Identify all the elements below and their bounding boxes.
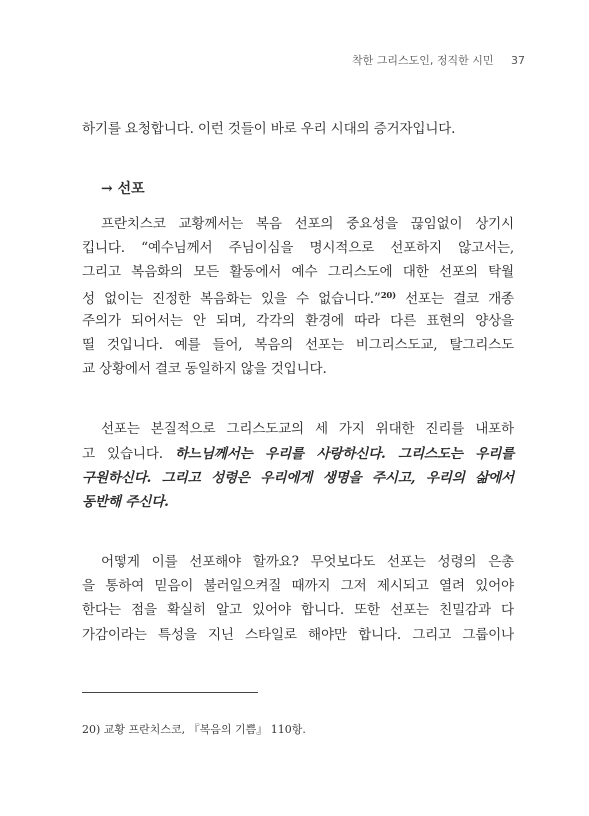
paragraph-line: 띨 것입니다. 예를 들어, 복음의 선포는 비그리스도교, 탈그리스도: [82, 337, 514, 353]
emphasized-line: 구원하신다. 그리고 성령은 우리에게 생명을 주시고, 우리의 삶에서: [82, 470, 514, 486]
paragraph-line: 프란치스코 교황께서는 복음 선포의 중요성을 끊임없이 상기시: [101, 216, 514, 232]
paragraph-line: 을 통하여 믿음이 불러일으켜질 때까지 그저 제시되고 열려 있어야: [82, 578, 514, 594]
line-text: 성 없이는 진정한 복음화는 있을 수 없습니다.”: [82, 291, 381, 307]
emphasized-line: 동반해 주신다.: [82, 494, 169, 510]
running-head: [352, 52, 525, 68]
paragraph-line: 교 상황에서 결코 동일하지 않을 것입니다.: [82, 361, 327, 377]
paragraph-line: 어떻게 이를 선포해야 할까요? 무엇보다도 선포는 성령의 은총: [101, 554, 514, 570]
paragraph-line: 킵니다. “예수님께서 주님이심을 명시적으로 선포하지 않고서는,: [82, 240, 514, 256]
footnote-divider: [82, 692, 258, 693]
footnote: 20) 교황 프란치스코, 『복음의 기쁨』 110항.: [82, 723, 306, 736]
section-heading: → 선포: [101, 181, 145, 197]
line-text: 선포는 결코 개종: [395, 291, 514, 307]
paragraph-line: 주의가 되어서는 안 되며, 각각의 환경에 따라 다른 표현의 양상을: [82, 313, 514, 329]
paragraph-line: 그리고 복음화의 모든 활동에서 예수 그리스도에 대한 선포의 탁월: [82, 264, 514, 280]
emphasized-text: 하느님께서는 우리를 사랑하신다. 그리스도는 우리를: [174, 446, 514, 462]
line-text: 고 있습니다.: [82, 446, 175, 462]
running-title: 착한 그리스도인, 정직한 시민: [352, 54, 494, 67]
footnote-reference: 20): [380, 291, 396, 301]
paragraph-line: 가감이라는 특성을 지닌 스타일로 해야만 합니다. 그리고 그룹이나: [82, 627, 514, 643]
paragraph-line: 선포는 본질적으로 그리스도교의 세 가지 위대한 진리를 내포하: [101, 421, 514, 437]
page-number: 37: [511, 54, 525, 67]
paragraph-line: [82, 445, 514, 463]
paragraph-line: 한다는 점을 확실히 알고 있어야 합니다. 또한 선포는 친밀감과 다: [82, 602, 514, 618]
paragraph-line: [82, 287, 514, 308]
paragraph-line: 하기를 요청합니다. 이런 것들이 바로 우리 시대의 증거자입니다.: [82, 121, 456, 137]
